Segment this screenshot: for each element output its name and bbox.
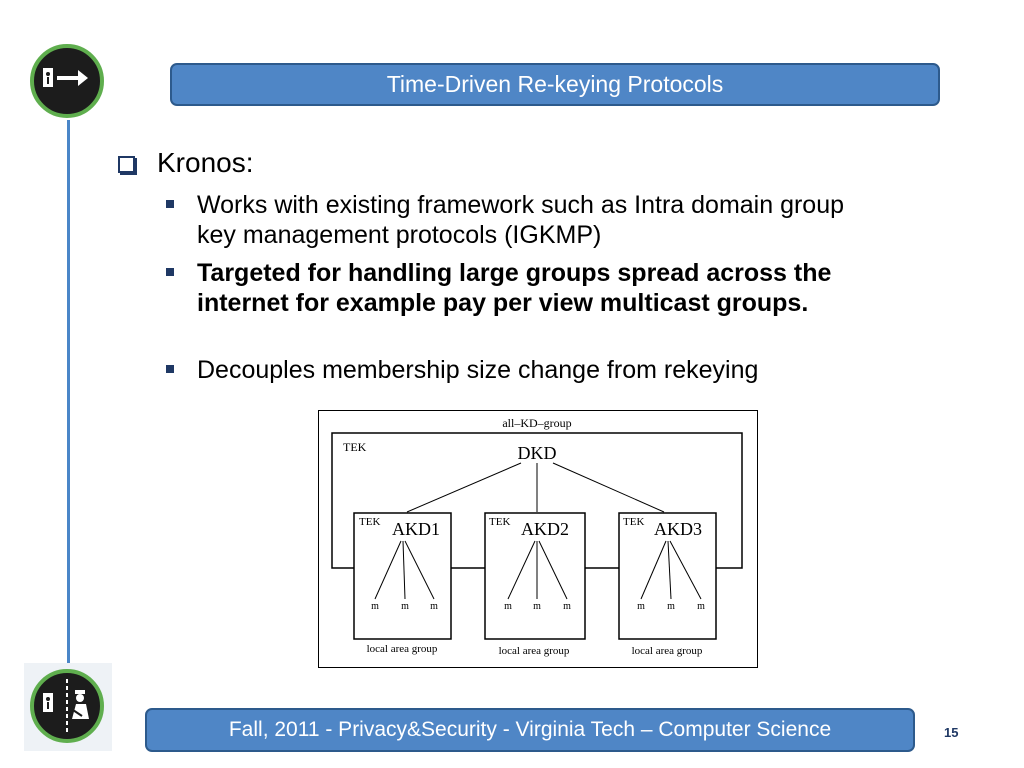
sub-bullet-3-text: Decouples membership size change from rekeying (197, 356, 759, 384)
akd2-member-2: m (533, 601, 541, 612)
checkbox-bullet-icon (118, 156, 135, 173)
sub-bullet-1-text: Works with existing framework such as Intra domain group key management protocols (IGKMP) (197, 191, 845, 249)
main-bullet (118, 147, 254, 179)
privacy-guard-icon (30, 669, 104, 743)
akd3-member-1: m (637, 601, 645, 612)
akd1-tek-label: TEK (359, 516, 381, 528)
akd1-member-3: m (430, 601, 438, 612)
akd3-member-2: m (667, 601, 675, 612)
akd3-tek-label: TEK (623, 516, 645, 528)
akd1-member-1: m (371, 601, 379, 612)
dkd-node: DKD (517, 443, 557, 463)
akd3-group-label: local area group (631, 645, 703, 657)
dkd-to-akd1-edge (407, 463, 521, 512)
sub-bullet-2-text: Targeted for handling large groups spread across the internet for example pay per view multicast groups. (197, 259, 832, 317)
kronos-hierarchy-figure (318, 410, 758, 668)
akd2-member-3: m (563, 601, 571, 612)
footer-text: Fall, 2011 - Privacy&Security - Virginia Tech – Computer Science (228, 718, 832, 741)
akd1-group-label: local area group (366, 643, 438, 655)
slide-title (170, 63, 940, 106)
akd1-node: AKD1 (392, 519, 440, 539)
akd3-node: AKD3 (654, 519, 702, 539)
dkd-to-akd3-edge (553, 463, 664, 512)
akd2-group-label: local area group (498, 645, 570, 657)
all-kd-group-label: all–KD–group (502, 416, 572, 430)
square-bullet-icon (166, 365, 174, 373)
akd3-member-3: m (697, 601, 705, 612)
main-bullet-text: Kronos: (157, 147, 254, 178)
page-number: 15 (944, 725, 959, 740)
square-bullet-icon (166, 268, 174, 276)
root-tek-label: TEK (343, 440, 367, 454)
slide-title-text: Time-Driven Re-keying Protocols (386, 71, 724, 97)
exit-sign-icon (30, 44, 104, 118)
square-bullet-icon (166, 200, 174, 208)
akd2-node: AKD2 (521, 519, 569, 539)
left-vertical-rule (67, 120, 70, 668)
akd2-tek-label: TEK (489, 516, 511, 528)
akd1-member-2: m (401, 601, 409, 612)
slide-footer (145, 708, 915, 752)
akd2-member-1: m (504, 601, 512, 612)
